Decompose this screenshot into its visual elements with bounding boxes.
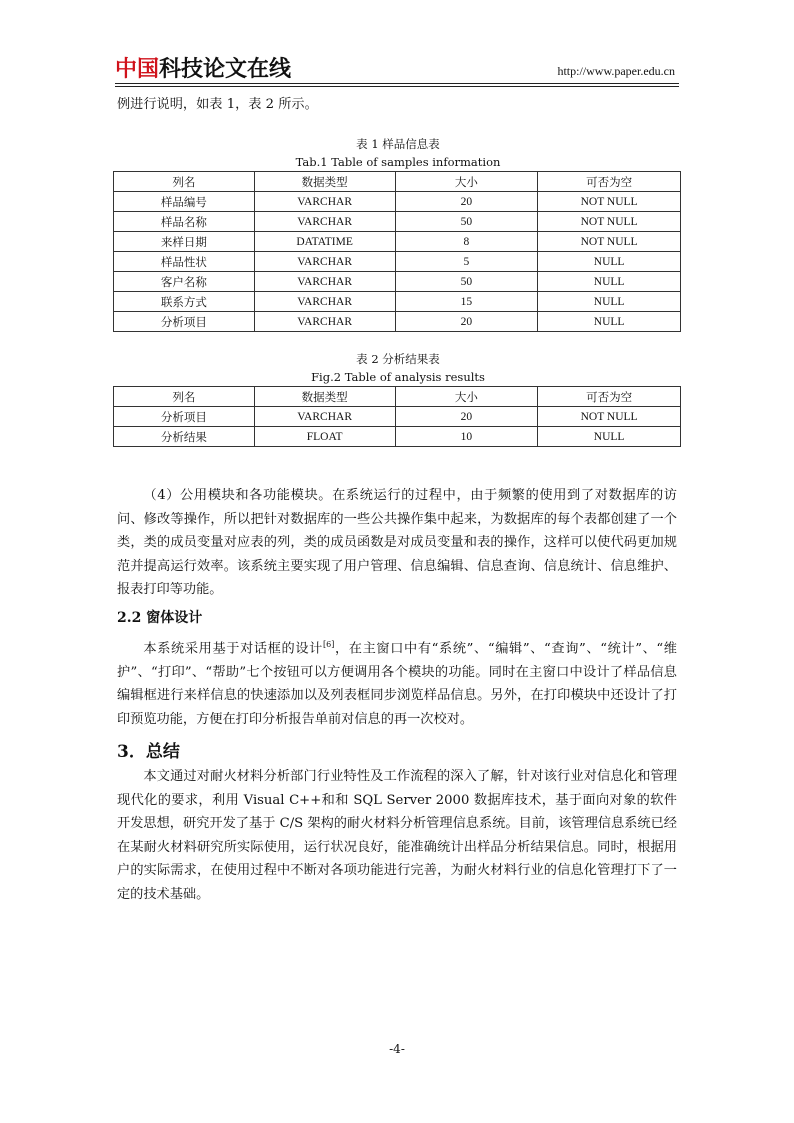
table-row: [114, 272, 681, 292]
header-rule: [115, 83, 679, 84]
table-cell: VARCHAR: [254, 407, 395, 427]
table-cell: 8: [395, 232, 538, 252]
table-cell: 分析项目: [114, 407, 255, 427]
table-cell: 20: [395, 312, 538, 332]
page-header: [115, 52, 675, 84]
table-cell: DATATIME: [254, 232, 395, 252]
table2-caption-cn: 表 2 分析结果表: [356, 352, 440, 366]
table-cell: NULL: [538, 272, 681, 292]
table1: [113, 171, 681, 332]
header-url: http://www.paper.edu.cn: [557, 64, 675, 78]
table-cell: 样品性状: [114, 252, 255, 272]
table-header-row: [114, 172, 681, 192]
table2-caption-en: Fig.2 Table of analysis results: [311, 370, 485, 384]
table-cell: NULL: [538, 427, 681, 447]
table-header-cell: 大小: [395, 387, 538, 407]
table-cell: 20: [395, 192, 538, 212]
table-row: [114, 312, 681, 332]
table-header-cell: 数据类型: [254, 172, 395, 192]
table-cell: 样品名称: [114, 212, 255, 232]
table-cell: 分析结果: [114, 427, 255, 447]
table-cell: 分析项目: [114, 312, 255, 332]
table-cell: FLOAT: [254, 427, 395, 447]
table1-caption-en: Tab.1 Table of samples information: [295, 155, 501, 169]
table-cell: NULL: [538, 292, 681, 312]
table-row: [114, 212, 681, 232]
table-row: [114, 407, 681, 427]
table-header-cell: 可否为空: [538, 387, 681, 407]
table-cell: NULL: [538, 312, 681, 332]
header-rule-thin: [115, 86, 679, 87]
section-2-2-heading: 2.2 窗体设计: [117, 610, 203, 626]
section-3-heading: 3．总结: [117, 742, 180, 762]
table-row: [114, 292, 681, 312]
table-cell: 客户名称: [114, 272, 255, 292]
logo: 中国科技论文在线: [115, 57, 292, 82]
section-3-text: 本文通过对耐火材料分析部门行业特性及工作流程的深入了解，针对该行业对信息化和管理现代化的要求，利用 Visual C++和和 SQL Server 2000 数据库技术，基于面向对象的软件开发思想，研究开发了基于 C/S 架构的耐火材料分析管理信息系统。目前，该管理信息系统已经在某耐火材料研究所实际使用，运行状况良好，能准确统计出样品分析结果信息。同时，根据用户的实际需求，在使用过程中不断对各项功能进行完善，为耐火材料行业的信息化管理打下了一定的技术基础。: [117, 769, 677, 902]
table-cell: VARCHAR: [254, 252, 395, 272]
table-cell: VARCHAR: [254, 272, 395, 292]
table-cell: VARCHAR: [254, 212, 395, 232]
table-cell: 来样日期: [114, 232, 255, 252]
table-row: [114, 427, 681, 447]
table-header-cell: 数据类型: [254, 387, 395, 407]
table-cell: VARCHAR: [254, 192, 395, 212]
intro-line: 例进行说明，如表 1，表 2 所示。: [117, 97, 318, 112]
table-cell: VARCHAR: [254, 292, 395, 312]
table-cell: 50: [395, 272, 538, 292]
page-number: -4-: [389, 1042, 405, 1056]
table-cell: NOT NULL: [538, 192, 681, 212]
section-2-2-text: 本系统采用基于对话框的设计[6]，在主窗口中有“系统”、“编辑”、“查询”、“统计”、“维护”、“打印”、“帮助”七个按钮可以方便调用各个模块的功能。同时在主窗口中设计了样品信息编辑框进行来样信息的快速添加以及列表框同步浏览样品信息。另外，在打印模块中还设计了打印预览功能，方便在打印分析报告单前对信息的再一次校对。: [117, 640, 677, 727]
table-cell: 联系方式: [114, 292, 255, 312]
table-cell: NOT NULL: [538, 407, 681, 427]
table-cell: NOT NULL: [538, 232, 681, 252]
table-cell: 20: [395, 407, 538, 427]
table-header-cell: 可否为空: [538, 172, 681, 192]
table-cell: 10: [395, 427, 538, 447]
table-cell: 50: [395, 212, 538, 232]
table2: [113, 386, 681, 447]
table-row: [114, 232, 681, 252]
table-header-cell: 列名: [114, 387, 255, 407]
table-header-cell: 列名: [114, 172, 255, 192]
table-cell: NULL: [538, 252, 681, 272]
table-header-row: [114, 387, 681, 407]
table-cell: 15: [395, 292, 538, 312]
table-row: [114, 252, 681, 272]
table-row: [114, 192, 681, 212]
citation-ref: [6]: [323, 640, 335, 649]
table-cell: NOT NULL: [538, 212, 681, 232]
table-cell: 5: [395, 252, 538, 272]
paragraph-4: （4）公用模块和各功能模块。在系统运行的过程中，由于频繁的使用到了对数据库的访问、修改等操作，所以把针对数据库的一些公共操作集中起来，为数据库的每个表都创建了一个类，类的成员变量对应表的列，类的成员函数是对成员变量和表的操作，这样可以使代码更加规范并提高运行效率。该系统主要实现了用户管理、信息编辑、信息查询、信息统计、信息维护、报表打印等功能。: [117, 488, 677, 597]
table1-caption-cn: 表 1 样品信息表: [356, 137, 440, 151]
table-header-cell: 大小: [395, 172, 538, 192]
table-cell: 样品编号: [114, 192, 255, 212]
table-cell: VARCHAR: [254, 312, 395, 332]
